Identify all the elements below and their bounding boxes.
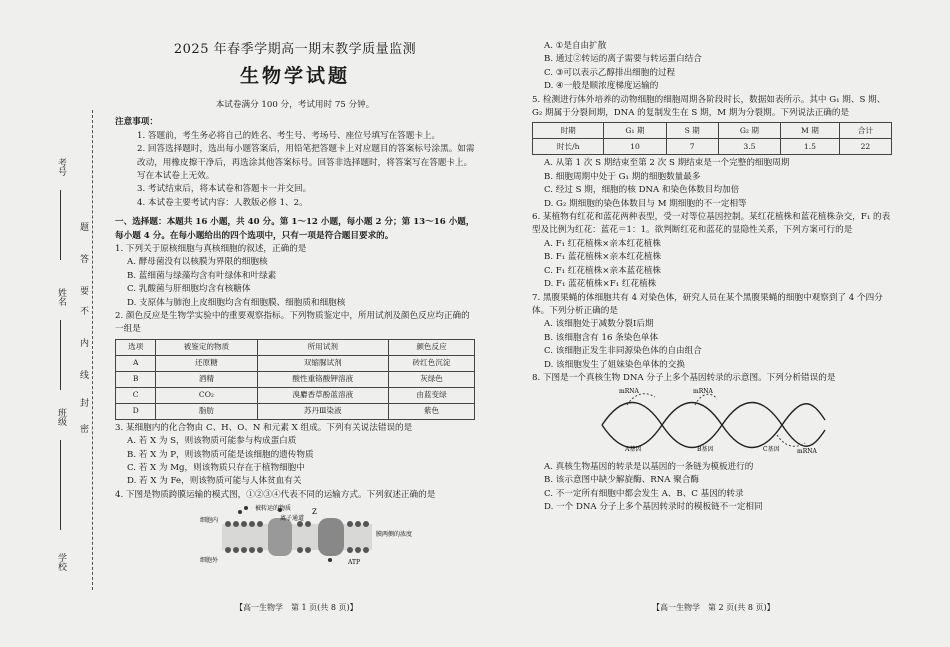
option: D. 一个 DNA 分子上多个基因转录时的模板链不一定相同 bbox=[544, 501, 763, 512]
label-gene-a: A基因 bbox=[625, 446, 642, 454]
carrier-protein bbox=[318, 518, 344, 556]
table-cell: 3.5 bbox=[718, 139, 780, 155]
table-cell: 7 bbox=[666, 139, 718, 155]
notice-item: 2. 回答选择题时，选出每小题答案后，用铅笔把答题卡上对应题目的答案标号涂黑。如需改动，用橡皮擦干净后，再选涂其他答案标号。回答非选择题时，将答案写在答题卡上。写在本试卷上无效。 bbox=[137, 144, 475, 181]
table-header: 选项 bbox=[116, 339, 156, 355]
seal-char: 线 bbox=[80, 371, 90, 381]
label-mrna: mRNA bbox=[797, 448, 817, 456]
label-transported: 被转运的物质 bbox=[255, 505, 292, 513]
option: D. 该细胞发生了姐妹染色单体的交换 bbox=[544, 359, 685, 370]
label-gene-b: B基因 bbox=[697, 446, 714, 454]
section-heading: 一、选择题：本题共 16 小题，共 40 分。第 1～12 小题，每小题 2 分；第 13～16 小题，每小题 4 分。在每小题给出的四个选项中，只有一项是符合题目要求的。 bbox=[115, 217, 475, 241]
table-cell: 时长/h bbox=[533, 139, 604, 155]
table-row bbox=[116, 371, 475, 387]
table-cell: 酒精 bbox=[156, 371, 257, 387]
table-cell: 酸性重铬酸钾溶液 bbox=[257, 371, 389, 387]
option: B. 若 X 为 P，则该物质可能是该细胞的遗传物质 bbox=[127, 449, 314, 460]
table-cell: 双缩脲试剂 bbox=[257, 355, 389, 371]
label-atp: ATP bbox=[348, 559, 361, 567]
label-concentration: 膜两侧的浓度 bbox=[376, 531, 413, 539]
table-cell: 1.5 bbox=[781, 139, 840, 155]
gutter-label-xuexiao: 学校 bbox=[56, 553, 66, 571]
gutter-line bbox=[60, 190, 61, 260]
table-row bbox=[116, 355, 475, 371]
table-cell: 22 bbox=[839, 139, 891, 155]
option: C. 不一定所有细胞中都会发生 A、B、C 基因的转录 bbox=[544, 488, 744, 499]
option: B. F₁ 蓝花植株×亲本红花植株 bbox=[544, 252, 662, 263]
option: B. 该细胞含有 16 条染色单体 bbox=[544, 332, 659, 343]
membrane-band bbox=[222, 524, 372, 550]
dna-transcription-figure bbox=[597, 385, 827, 455]
question-stem: 3. 某细胞内的化合物由 C、H、O、N 和元素 X 组成。下列有关说法错误的是 bbox=[115, 422, 413, 433]
table-cell: 砖红色沉淀 bbox=[389, 355, 475, 371]
label-inside: 细胞内 bbox=[200, 517, 219, 525]
option: D. F₁ 蓝花植株×F₁ 红花植株 bbox=[544, 279, 657, 290]
dna-strand bbox=[602, 403, 825, 448]
option: B. 蓝细菌与绿藻均含有叶绿体和叶绿素 bbox=[127, 270, 277, 281]
option: C. 乳酸菌与肝细胞均含有核糖体 bbox=[127, 284, 251, 295]
reagent-table bbox=[115, 339, 475, 420]
notice-item: 4. 本试卷主要考试内容：人教版必修 1、2。 bbox=[137, 197, 308, 208]
seal-char: 不 bbox=[80, 307, 90, 317]
seal-char: 题 bbox=[80, 223, 90, 233]
option: D. 支原体与肺泡上皮细胞均含有细胞膜、细胞质和细胞核 bbox=[127, 297, 346, 308]
transported-particle bbox=[238, 510, 242, 514]
page-footer-left: 【高一生物学 第 1 页(共 8 页)】 bbox=[235, 603, 358, 612]
option: C. 该细胞正发生非同源染色体的自由组合 bbox=[544, 346, 702, 357]
subject-title: 生物学试题 bbox=[239, 65, 350, 88]
table-cell: 苏丹Ⅲ染液 bbox=[257, 403, 389, 419]
label-z: Z bbox=[312, 508, 317, 517]
table-cell: 还原糖 bbox=[156, 355, 257, 371]
seal-char: 密 bbox=[80, 425, 90, 435]
gutter-label-kaohao: 考号 bbox=[56, 158, 66, 176]
table-cell: B bbox=[116, 371, 156, 387]
option: A. 该细胞处于减数分裂Ⅰ后期 bbox=[544, 319, 654, 330]
table-header: S 期 bbox=[666, 123, 718, 139]
question-stem: 5. 检测进行体外培养的动物细胞的细胞周期各阶段时长，数据如表所示。其中 G₁ 期、S 期、G₂ 期属于分裂间期，DNA 的复制发生在 S 期，M 期为分裂期。下列说法正确的是 bbox=[532, 94, 886, 119]
seal-char: 封 bbox=[80, 399, 90, 409]
right-column bbox=[532, 40, 892, 514]
option: A. 从第 1 次 S 期结束至第 2 次 S 期结束是一个完整的细胞周期 bbox=[544, 158, 790, 169]
channel-protein bbox=[268, 518, 292, 556]
gutter-line bbox=[60, 320, 61, 390]
dna-strand bbox=[602, 403, 825, 448]
binding-gutter bbox=[0, 0, 108, 647]
page-footer-right: 【高一生物学 第 2 页(共 8 页)】 bbox=[652, 603, 775, 612]
option: B. 通过②转运的离子需要与转运蛋白结合 bbox=[544, 54, 702, 65]
gutter-label-xingming: 姓名 bbox=[56, 288, 66, 306]
label-channel: 离子通道 bbox=[280, 515, 305, 523]
table-row bbox=[533, 139, 892, 155]
table-header: 时期 bbox=[533, 123, 604, 139]
option: B. 细胞周期中处于 G₁ 期的细胞数量最多 bbox=[544, 171, 701, 182]
option: A. F₁ 红花植株×亲本红花植株 bbox=[544, 238, 661, 249]
transported-particle bbox=[244, 506, 248, 510]
table-cell: 由蓝变绿 bbox=[389, 387, 475, 403]
table-cell: 溴麝香草酚蓝溶液 bbox=[257, 387, 389, 403]
table-header: G₂ 期 bbox=[718, 123, 780, 139]
option: D. 若 X 为 Fe，则该物质可能与人体贫血有关 bbox=[127, 476, 302, 487]
label-mrna: mRNA bbox=[619, 388, 639, 396]
table-header-row bbox=[533, 123, 892, 139]
option: C. 经过 S 期，细胞的核 DNA 和染色体数目均加倍 bbox=[544, 185, 740, 196]
option: D. ④一般是顺浓度梯度运输的 bbox=[544, 81, 659, 92]
mrna-strand bbox=[627, 394, 655, 405]
table-header-row bbox=[116, 339, 475, 355]
label-gene-c: C基因 bbox=[763, 446, 780, 454]
option: A. 真核生物基因的转录是以基因的一条链为模板进行的 bbox=[544, 461, 754, 472]
notice-item: 1. 答题前，考生务必将自己的姓名、考生号、考场号、座位号填写在答题卡上。 bbox=[137, 130, 441, 141]
table-row bbox=[116, 403, 475, 419]
gutter-line bbox=[60, 440, 61, 530]
option: C. 若 X 为 Mg，则该物质只存在于植物细胞中 bbox=[127, 463, 305, 474]
table-cell: A bbox=[116, 355, 156, 371]
exam-title: 2025 年春季学期高一期末教学质量监测 bbox=[173, 42, 417, 57]
table-header: 合计 bbox=[839, 123, 891, 139]
option: A. 若 X 为 S，则该物质可能参与构成蛋白质 bbox=[127, 436, 297, 447]
exam-meta: 本试卷满分 100 分，考试用时 75 分钟。 bbox=[215, 99, 375, 110]
seal-char: 答 bbox=[80, 255, 90, 265]
table-cell: 脂肪 bbox=[156, 403, 257, 419]
label-outside: 细胞外 bbox=[200, 557, 219, 565]
seal-dashed-line bbox=[92, 110, 93, 590]
left-column bbox=[115, 40, 475, 572]
table-header: G₁ 期 bbox=[604, 123, 666, 139]
option: C. F₁ 红花植株×亲本蓝花植株 bbox=[544, 265, 662, 276]
question-stem: 6. 某植物有红花和蓝花两种表型，受一对等位基因控制。某红花植株和蓝花植株杂交，F₁ 的表型及比例为红花：蓝花＝1：1。欲判断红花和蓝花的显隐性关系，下列方案可行的是 bbox=[532, 212, 891, 236]
option: B. 该示意图中缺少解旋酶、RNA 聚合酶 bbox=[544, 475, 700, 486]
table-cell: D bbox=[116, 403, 156, 419]
table-cell: CO₂ bbox=[156, 387, 257, 403]
question-stem: 7. 黑腹果蝇的体细胞共有 4 对染色体，研究人员在某个黑腹果蝇的细胞中观察到了 4 个四分体。下列分析正确的是 bbox=[532, 292, 883, 316]
option: A. ①是自由扩散 bbox=[544, 41, 607, 51]
seal-char: 内 bbox=[80, 339, 90, 349]
notice-item: 3. 考试结束后，将本试卷和答题卡一并交回。 bbox=[137, 184, 312, 195]
question-stem: 1. 下列关于原核细胞与真核细胞的叙述，正确的是 bbox=[115, 243, 307, 254]
transported-particle bbox=[328, 558, 332, 562]
table-header: 被鉴定的物质 bbox=[156, 339, 257, 355]
cell-cycle-table bbox=[532, 122, 892, 155]
question-stem: 8. 下图是一个真核生物 DNA 分子上多个基因转录的示意图。下列分析错误的是 bbox=[532, 372, 836, 383]
table-cell: 灰绿色 bbox=[389, 371, 475, 387]
table-header: 所用试剂 bbox=[257, 339, 389, 355]
option: A. 酵母菌没有以核膜为界限的细胞核 bbox=[127, 257, 268, 268]
table-header: M 期 bbox=[781, 123, 840, 139]
option: C. ③可以表示乙醇排出细胞的过程 bbox=[544, 67, 676, 78]
gutter-label-banji: 班级 bbox=[56, 408, 66, 426]
notice-title: 注意事项： bbox=[115, 117, 158, 128]
option: D. G₂ 期细胞的染色体数目与 M 期细胞的不一定相等 bbox=[544, 198, 747, 209]
table-cell: C bbox=[116, 387, 156, 403]
table-header: 颜色反应 bbox=[389, 339, 475, 355]
table-cell: 10 bbox=[604, 139, 666, 155]
table-cell: 紫色 bbox=[389, 403, 475, 419]
label-mrna: mRNA bbox=[693, 388, 713, 396]
question-stem: 4. 下图是物质跨膜运输的模式图，①②③④代表不同的运输方式。下列叙述正确的是 bbox=[115, 489, 436, 500]
question-stem: 2. 颜色反应是生物学实验中的重要观察指标。下列物质鉴定中，所用试剂及颜色反应均正确的一组是 bbox=[115, 310, 470, 335]
membrane-transport-figure bbox=[200, 502, 413, 567]
table-row bbox=[116, 387, 475, 403]
seal-char: 要 bbox=[80, 287, 90, 297]
